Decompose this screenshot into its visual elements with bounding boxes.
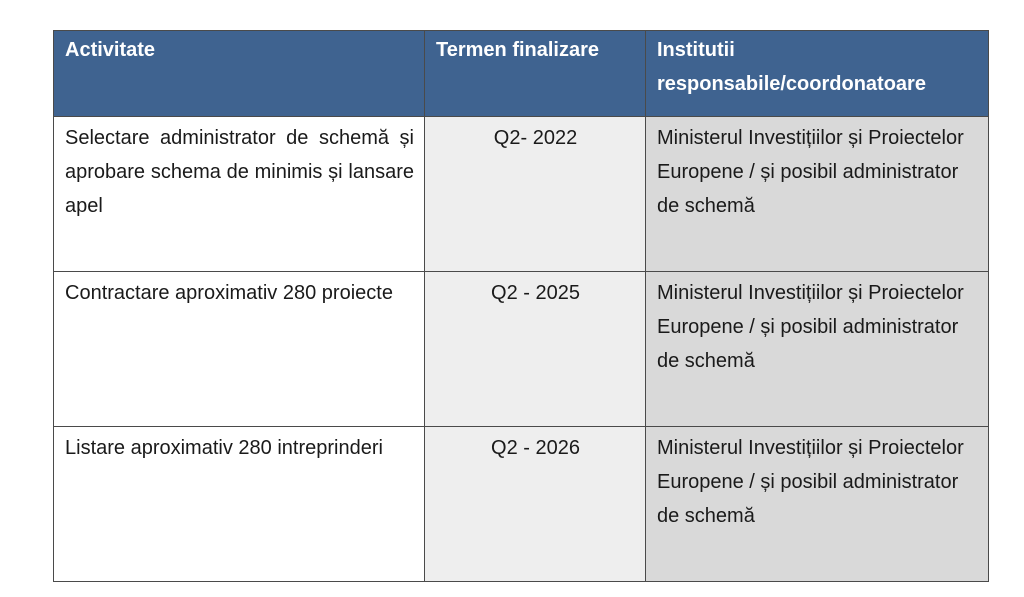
header-institutions: Institutii responsabile/coordonatoare (646, 31, 989, 117)
table-header (54, 31, 989, 117)
table-row (54, 427, 989, 582)
deadline-cell: Q2- 2022 (425, 117, 646, 272)
header-activity: Activitate (54, 31, 425, 117)
activity-cell: Selectare administrator de schemă și aprobare schema de minimis și lansare apel (54, 117, 425, 272)
table-body (54, 117, 989, 582)
table-row (54, 117, 989, 272)
deadline-cell: Q2 - 2025 (425, 272, 646, 427)
activity-cell: Listare aproximativ 280 intreprinderi (54, 427, 425, 582)
header-row (54, 31, 989, 117)
table-row (54, 272, 989, 427)
deadline-cell: Q2 - 2026 (425, 427, 646, 582)
header-deadline: Termen finalizare (425, 31, 646, 117)
activities-table (53, 30, 989, 582)
activity-cell: Contractare aproximativ 280 proiecte (54, 272, 425, 427)
institutions-cell: Ministerul Investițiilor și Proiectelor Europene / și posibil administrator de schemă (646, 117, 989, 272)
institutions-cell: Ministerul Investițiilor și Proiectelor Europene / și posibil administrator de schemă (646, 427, 989, 582)
institutions-cell: Ministerul Investițiilor și Proiectelor Europene / și posibil administrator de schemă (646, 272, 989, 427)
